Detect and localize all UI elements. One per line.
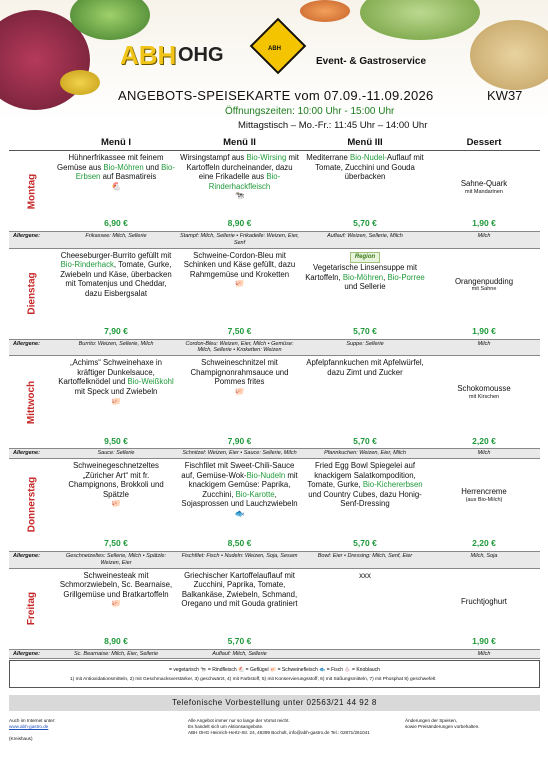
allergen-row xyxy=(9,448,540,459)
footer-address: ABH OHG Heinrich-Hertz-Str. 24, 46399 Bocholt, info@abh-gastro.de Tel.: 02871/261041 xyxy=(188,729,370,735)
allergen-info: Geschnetzeltes: Sellerie, Milch • Spätzle: Weizen, Eier xyxy=(65,552,167,566)
legend-additives: 1) mit Antioxidationsmitteln, 2) mit Geschmacksverstärker, 3) geschwärzt, 4) mit Farbstoff, 5) mit Konservierungsstoff, 6) mit Süßungsmitteln, 7) mit Phosphat 8) geschwefelt xyxy=(70,677,436,682)
allergen-info: Milch, Soja xyxy=(470,552,498,559)
allergen-info: Milch xyxy=(477,233,491,239)
allergen-info: Fischfilet: Fisch • Nudeln: Weizen, Soja, Sesam xyxy=(181,552,298,559)
website-link[interactable]: www.abh-gastro.de xyxy=(9,723,49,729)
legend xyxy=(9,660,540,688)
phone-order: Telefonische Vorbestellung unter 02563/21 44 92 8 xyxy=(9,695,540,711)
dessert-name: Orangenpudding xyxy=(454,276,514,286)
allergen-label: Allergene: xyxy=(13,650,40,657)
price: 7,90 € xyxy=(104,326,128,336)
day-row xyxy=(9,459,540,551)
dessert-cell xyxy=(428,151,540,231)
organic-ingredient: Bio-Nudeln xyxy=(246,470,286,480)
meat-type-icon: 🐔 xyxy=(111,181,121,191)
meat-type-icon: 🐟 xyxy=(234,508,245,518)
price: 1,90 € xyxy=(472,326,496,336)
price: 1,90 € xyxy=(472,218,496,229)
allergen-label: Allergene: xyxy=(13,233,40,239)
price: 7,50 € xyxy=(227,326,252,336)
dish-description xyxy=(304,153,426,182)
column-header: Menü II xyxy=(223,137,256,148)
price: 7,90 € xyxy=(227,435,252,446)
price: 5,70 € xyxy=(353,538,377,549)
day-label xyxy=(9,569,55,649)
dish-text: , Sojasprossen und Lauchzwiebeln xyxy=(181,489,298,509)
allergen-label: Allergene: xyxy=(13,340,40,347)
header xyxy=(0,0,548,120)
dish-text: und Sellerie xyxy=(344,282,386,292)
dish-text: „Achims“ Schweinehaxe in kräftiger Dunkelsauce, Kartoffelknödel und xyxy=(58,358,162,387)
menu-cell xyxy=(302,569,428,649)
price: 5,70 € xyxy=(227,635,252,646)
meat-type-icon: 🐄 xyxy=(234,191,245,201)
opening-hours: Öffnungszeiten: 10:00 Uhr - 15:00 Uhr xyxy=(225,106,395,117)
price: 6,90 € xyxy=(104,218,128,229)
allergen-row xyxy=(9,231,540,249)
organic-ingredient: Bio-Möhren xyxy=(342,272,384,282)
organic-ingredient: Bio-Erbsen xyxy=(75,162,175,182)
allergen-info xyxy=(302,650,428,659)
vegetable-decoration xyxy=(60,70,100,95)
dessert-name: Herrencreme xyxy=(461,486,507,496)
allergen-info: Cordon-Bleu: Weizen, Eier, Milch • Gemüse: Milch, Sellerie • Kroketten: Weizen xyxy=(185,340,294,354)
column-header: Menü III xyxy=(347,137,383,148)
dish-description xyxy=(57,461,175,499)
dish-text: Schweinesteak mit Schmorzwiebeln, Sc. Bearnaise, Grillgemüse und Bratkartoffeln xyxy=(59,570,173,599)
dessert-detail: mit Kirschen xyxy=(468,393,500,400)
price: 8,90 € xyxy=(227,218,252,229)
footer-middle xyxy=(188,718,370,735)
dish-description xyxy=(57,251,175,299)
dish-description xyxy=(304,358,426,377)
dish-text: Wirsingstampf aus xyxy=(180,153,247,162)
allergen-row xyxy=(9,551,540,569)
dish-text: Hühnerfrikassee mit feinem Gemüse aus xyxy=(57,153,164,172)
price: 8,50 € xyxy=(227,538,252,549)
day-row xyxy=(9,151,540,231)
day-name: Donnerstag xyxy=(26,477,38,533)
dish-description xyxy=(57,571,175,600)
dish-text: , xyxy=(383,272,388,282)
organic-ingredient: Bio-Kichererbsen xyxy=(362,480,423,490)
meat-type-icon: 🐖 xyxy=(234,386,245,396)
day-name: Mittwoch xyxy=(26,380,38,424)
dish-description xyxy=(304,263,426,292)
allergen-info: Burrito: Weizen, Sellerie, Milch xyxy=(78,340,154,347)
menu-table xyxy=(9,136,540,659)
calendar-week: KW37 xyxy=(487,88,523,103)
dish-text: Schweine-Cordon-Bleu xyxy=(193,250,274,260)
menu-cell xyxy=(55,249,177,339)
dish-text: Griechischer Kartoffelauflauf mit Zucchini, Paprika, Tomate, Balkankäse, Zwiebeln, Schmand, Oregano und mit Gouda gratiniert xyxy=(181,570,298,609)
day-row xyxy=(9,356,540,448)
footer-left xyxy=(9,718,55,741)
price: 5,70 € xyxy=(353,326,377,336)
dish-text: mit Kartoffeln durcheinander, dazu eine Frikadelle aus xyxy=(186,153,299,182)
footer-text: Auch im Internet unter: xyxy=(9,718,56,723)
menu-cell xyxy=(55,569,177,649)
footer-text: Es handelt sich um Aktionsangebote. xyxy=(188,723,264,729)
dessert-detail: mit Mandarinen xyxy=(465,188,503,195)
allergen-info: Pfannkuchen: Weizen, Eier, Milch xyxy=(324,450,406,457)
menu-cell xyxy=(302,249,428,339)
dish-description xyxy=(57,358,175,396)
allergen-label: Allergene: xyxy=(13,450,40,457)
price: 8,90 € xyxy=(104,635,128,646)
allergen-row xyxy=(9,339,540,357)
menu-cell xyxy=(177,356,302,448)
header-spacer xyxy=(9,136,55,150)
organic-ingredient: Bio-Möhren xyxy=(103,162,144,172)
dish-text: mit Speck und Zwiebeln xyxy=(74,386,158,396)
allergen-info: Stampf: Milch, Sellerie • Frikadelle: Weizen, Eier, Senf xyxy=(180,233,299,246)
day-label xyxy=(9,249,55,339)
dessert-cell xyxy=(428,356,540,448)
dish-text: Mediterrane xyxy=(306,153,351,162)
tagline: Event- & Gastroservice xyxy=(316,56,427,67)
organic-ingredient: Bio-Weißkohl xyxy=(127,377,174,387)
day-label xyxy=(9,459,55,551)
table-header xyxy=(9,136,540,151)
price: 1,90 € xyxy=(472,635,496,646)
footer-text: Änderungen der Speisen, xyxy=(405,718,458,723)
menu-cell xyxy=(177,151,302,231)
meat-type-icon: 🐖 xyxy=(111,599,121,609)
dessert-cell xyxy=(428,459,540,551)
organic-ingredient: Bio-Rinderhackfleisch xyxy=(208,172,281,191)
footer-right xyxy=(405,718,480,730)
dessert-cell xyxy=(428,569,540,649)
day-row xyxy=(9,569,540,649)
day-name: Freitag xyxy=(26,591,38,626)
logo-sign-text: ABH xyxy=(268,46,281,52)
price: 2,20 € xyxy=(472,538,496,549)
day-label xyxy=(9,356,55,448)
dish-text: Schweineschnitzel mit Champignonrahmsauce und Pommes frites xyxy=(190,358,289,387)
allergen-info: Suppe: Sellerie xyxy=(346,340,384,347)
day-name: Montag xyxy=(26,173,38,209)
day-label xyxy=(9,151,55,231)
dish-text: Schweinegeschnetzeltes „Züricher Art“ mit fr. Champignons, Brokkoli und Spätzle xyxy=(68,460,164,499)
legend-symbols: = vegetarisch 🐄 = Rindfleisch 🐔 = Geflügel 🐖 = Schweinefleisch 🐟 = Fisch 🧄 = Knoblauch xyxy=(169,667,380,673)
menu-cell xyxy=(302,459,428,551)
day-name: Dienstag xyxy=(26,272,38,315)
price: 5,70 € xyxy=(353,218,377,229)
allergen-info: Auflauf: Weizen, Sellerie, Milch xyxy=(327,233,403,239)
dish-description xyxy=(179,153,300,191)
organic-ingredient: Bio-Porree xyxy=(387,272,425,282)
price: 5,70 € xyxy=(353,435,377,446)
dish-description xyxy=(179,461,300,509)
menu-cell xyxy=(177,569,302,649)
footer-text: Alle Angebot immer nur so lange der Vorrat reicht. xyxy=(188,718,290,723)
dish-text: mit knackigem Gemüse: Paprika, Zucchini, xyxy=(188,470,298,499)
dish-description xyxy=(57,153,175,182)
allergen-info: Milch xyxy=(477,650,491,657)
allergen-info: Milch xyxy=(477,450,491,457)
footer-text: sowie Preisänderungen vorbehalten. xyxy=(405,723,480,729)
organic-ingredient: Bio-Wirsing xyxy=(246,153,287,162)
dessert-name: Sahne-Quark xyxy=(460,179,508,188)
menu-cell xyxy=(55,151,177,231)
meat-type-icon: 🐖 xyxy=(234,279,245,289)
menu-cell xyxy=(302,151,428,231)
dish-text: mit Schinken und Käse gefüllt, dazu Rahmgemüse und Kroketten xyxy=(183,250,296,279)
dessert-name: Schokomousse xyxy=(457,384,511,394)
dish-text: Fried Egg Bowl Spiegelei auf knackigem Salatkompodition, Tomate, Gurke, xyxy=(307,460,416,490)
footer-text: (Kreishaus) xyxy=(9,735,33,741)
organic-ingredient: Bio-Karotte xyxy=(235,489,275,499)
dish-text: Apfelpfannkuchen mit Apfelwürfel, dazu Zimt und Zucker xyxy=(306,358,424,377)
price: 9,50 € xyxy=(104,435,128,446)
vegetable-decoration xyxy=(470,20,548,90)
dish-text: auf Basmatireis xyxy=(100,172,157,182)
menu-cell xyxy=(177,459,302,551)
dish-description xyxy=(179,358,300,387)
menu-cell xyxy=(302,356,428,448)
dish-text: xxx xyxy=(359,570,371,580)
menu-cell xyxy=(177,249,302,339)
dessert-detail: mit Sahne xyxy=(471,286,497,293)
vegetable-decoration xyxy=(360,0,480,40)
organic-ingredient: Bio-Rinderhack xyxy=(60,260,114,270)
meat-type-icon: 🐖 xyxy=(111,396,121,406)
dish-text: Cheeseburger-Burrito gefüllt mit xyxy=(60,250,172,260)
dish-text: Vegetarische Linsensuppe mit Kartoffeln, xyxy=(305,263,418,282)
dessert-cell xyxy=(428,249,540,339)
allergen-info: Sc. Bearnaise: Milch, Eier, Sellerie xyxy=(73,650,159,657)
dish-description xyxy=(179,571,300,609)
dish-text: , Tomate, Gurke, Zwiebeln und Käse, überbacken mit Tomatenjus und Cheddar, dazu Eisbergsalat xyxy=(60,260,172,298)
allergen-info: Sauce: Sellerie xyxy=(97,450,135,457)
price: 2,20 € xyxy=(472,435,496,446)
dish-text: und xyxy=(143,162,162,172)
menu-cell xyxy=(55,356,177,448)
day-row xyxy=(9,249,540,339)
allergen-info: Auflauf: Milch, Sellerie xyxy=(212,650,267,657)
price: 7,50 € xyxy=(104,538,128,549)
column-header: Menü I xyxy=(100,137,132,148)
dish-text: und Country Cubes, dazu Honig-Senf-Dressing xyxy=(308,489,422,509)
page-title: ANGEBOTS-SPEISEKARTE vom 07.09.-11.09.2026 xyxy=(118,88,434,103)
dish-description xyxy=(304,571,426,581)
meat-type-icon: 🐖 xyxy=(111,499,121,509)
vegetable-decoration xyxy=(300,0,350,22)
allergen-label: Allergene: xyxy=(13,552,40,559)
dessert-detail: (aus Bio-Milch) xyxy=(465,496,503,503)
day-rows xyxy=(9,151,540,659)
dessert-name: Fruchtjoghurt xyxy=(461,596,507,606)
regional-badge: Region xyxy=(350,252,380,264)
allergen-info: Schnitzel: Weizen, Eier • Sauce: Sellerie, Milch xyxy=(182,450,297,457)
column-header: Dessert xyxy=(466,137,502,148)
allergen-row xyxy=(9,649,540,660)
allergen-info: Milch xyxy=(477,340,491,347)
logo-suffix: OHG xyxy=(178,44,224,66)
logo: ABH xyxy=(120,40,177,70)
allergen-info: Frikassee: Milch, Sellerie xyxy=(85,233,147,239)
allergen-info: Bowl: Eier • Dressing: Milch, Senf, Eier xyxy=(317,552,413,559)
dish-text: Fischfilet mit Sweet-Chili-Sauce auf, Gemüse-Wok- xyxy=(181,460,295,480)
dish-description xyxy=(304,461,426,509)
dish-text: Auflauf mit Tomate, Zucchini und Gouda überbacken xyxy=(315,153,424,182)
lunch-hours: Mittagstisch – Mo.-Fr.: 11:45 Uhr – 14:00 Uhr xyxy=(238,120,428,131)
dish-description xyxy=(179,251,300,280)
menu-cell xyxy=(55,459,177,551)
organic-ingredient: Bio-Nudel- xyxy=(350,153,387,162)
